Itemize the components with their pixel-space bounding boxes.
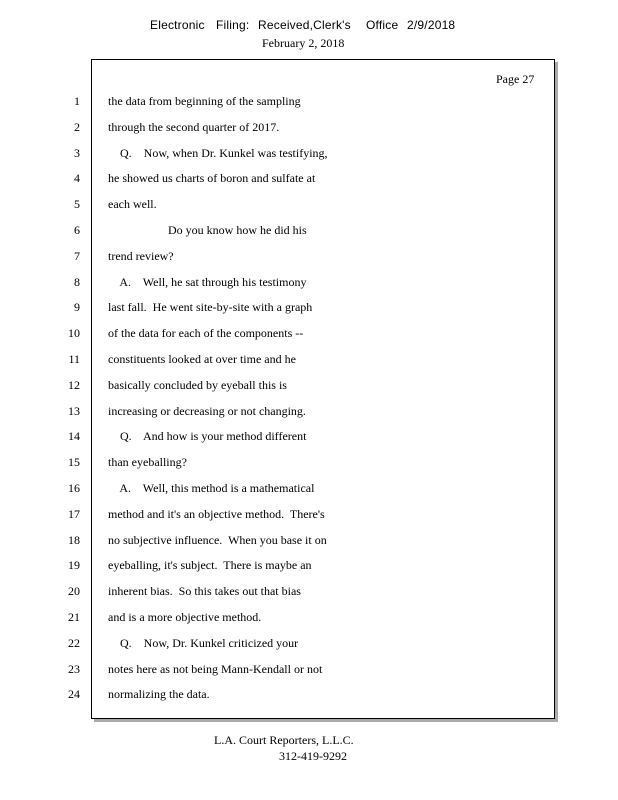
line-number: 24: [68, 687, 80, 701]
filed-date: February 2, 2018: [262, 36, 345, 50]
line-number: 2: [74, 120, 80, 134]
line-number: 14: [68, 429, 80, 443]
line-number: 9: [74, 300, 80, 314]
transcript-line: and is a more objective method.: [108, 610, 262, 624]
line-number: 20: [68, 584, 80, 598]
line-number: 5: [74, 197, 80, 211]
line-number: 18: [68, 533, 80, 547]
stamp-word-filing: Filing:: [216, 18, 250, 32]
line-number: 22: [68, 636, 80, 650]
line-number: 13: [68, 404, 80, 418]
line-number: 23: [68, 662, 80, 676]
transcript-line: through the second quarter of 2017.: [108, 120, 280, 134]
stamp-word-office: Office: [366, 18, 399, 32]
transcript-line: inherent bias. So this takes out that bias: [108, 584, 301, 598]
transcript-line: A. Well, this method is a mathematical: [108, 481, 315, 495]
transcript-line: no subjective influence. When you base it on: [108, 533, 327, 547]
court-reporter-phone: 312-419-9292: [279, 749, 347, 763]
line-number: 6: [74, 223, 80, 237]
court-reporter-company: L.A. Court Reporters, L.L.C.: [214, 733, 354, 747]
line-number: 21: [68, 610, 80, 624]
transcript-line: trend review?: [108, 249, 174, 263]
stamp-word-received-clerks: Received,Clerk's: [258, 18, 351, 32]
transcript-line: last fall. He went site-by-site with a graph: [108, 300, 313, 314]
line-number: 8: [74, 275, 80, 289]
transcript-line: increasing or decreasing or not changing.: [108, 404, 306, 418]
transcript-line: normalizing the data.: [108, 687, 210, 701]
transcript-line: constituents looked at over time and he: [108, 352, 296, 366]
transcript-line: the data from beginning of the sampling: [108, 94, 301, 108]
line-number: 1: [74, 94, 80, 108]
transcript-line: basically concluded by eyeball this is: [108, 378, 287, 392]
line-number: 10: [68, 326, 80, 340]
electronic-filing-stamp: [0, 18, 618, 36]
transcript-line: method and it's an objective method. There's: [108, 507, 325, 521]
transcript-line: Q. Now, Dr. Kunkel criticized your: [108, 636, 299, 650]
line-number: 12: [68, 378, 80, 392]
transcript-line: of the data for each of the components --: [108, 326, 304, 340]
transcript-line: than eyeballing?: [108, 455, 187, 469]
transcript-line: notes here as not being Mann-Kendall or not: [108, 662, 323, 676]
line-number: 17: [68, 507, 80, 521]
transcript-line: eyeballing, it's subject. There is maybe an: [108, 558, 312, 572]
transcript-line: A. Well, he sat through his testimony: [108, 275, 307, 289]
line-number: 4: [74, 171, 80, 185]
transcript-line: Do you know how he did his: [108, 223, 307, 237]
line-number: 15: [68, 455, 80, 469]
line-number: 19: [68, 558, 80, 572]
stamp-word-electronic: Electronic: [150, 18, 205, 32]
line-number: 7: [74, 249, 80, 263]
page-number: Page 27: [496, 72, 535, 86]
line-number: 3: [74, 146, 80, 160]
transcript-line: Q. Now, when Dr. Kunkel was testifying,: [108, 146, 328, 160]
transcript-line: Q. And how is your method different: [108, 429, 307, 443]
line-number: 11: [68, 352, 80, 366]
transcript-line: he showed us charts of boron and sulfate at: [108, 171, 316, 185]
line-number: 16: [68, 481, 80, 495]
stamp-date: 2/9/2018: [407, 18, 456, 32]
transcript-line: each well.: [108, 197, 157, 211]
